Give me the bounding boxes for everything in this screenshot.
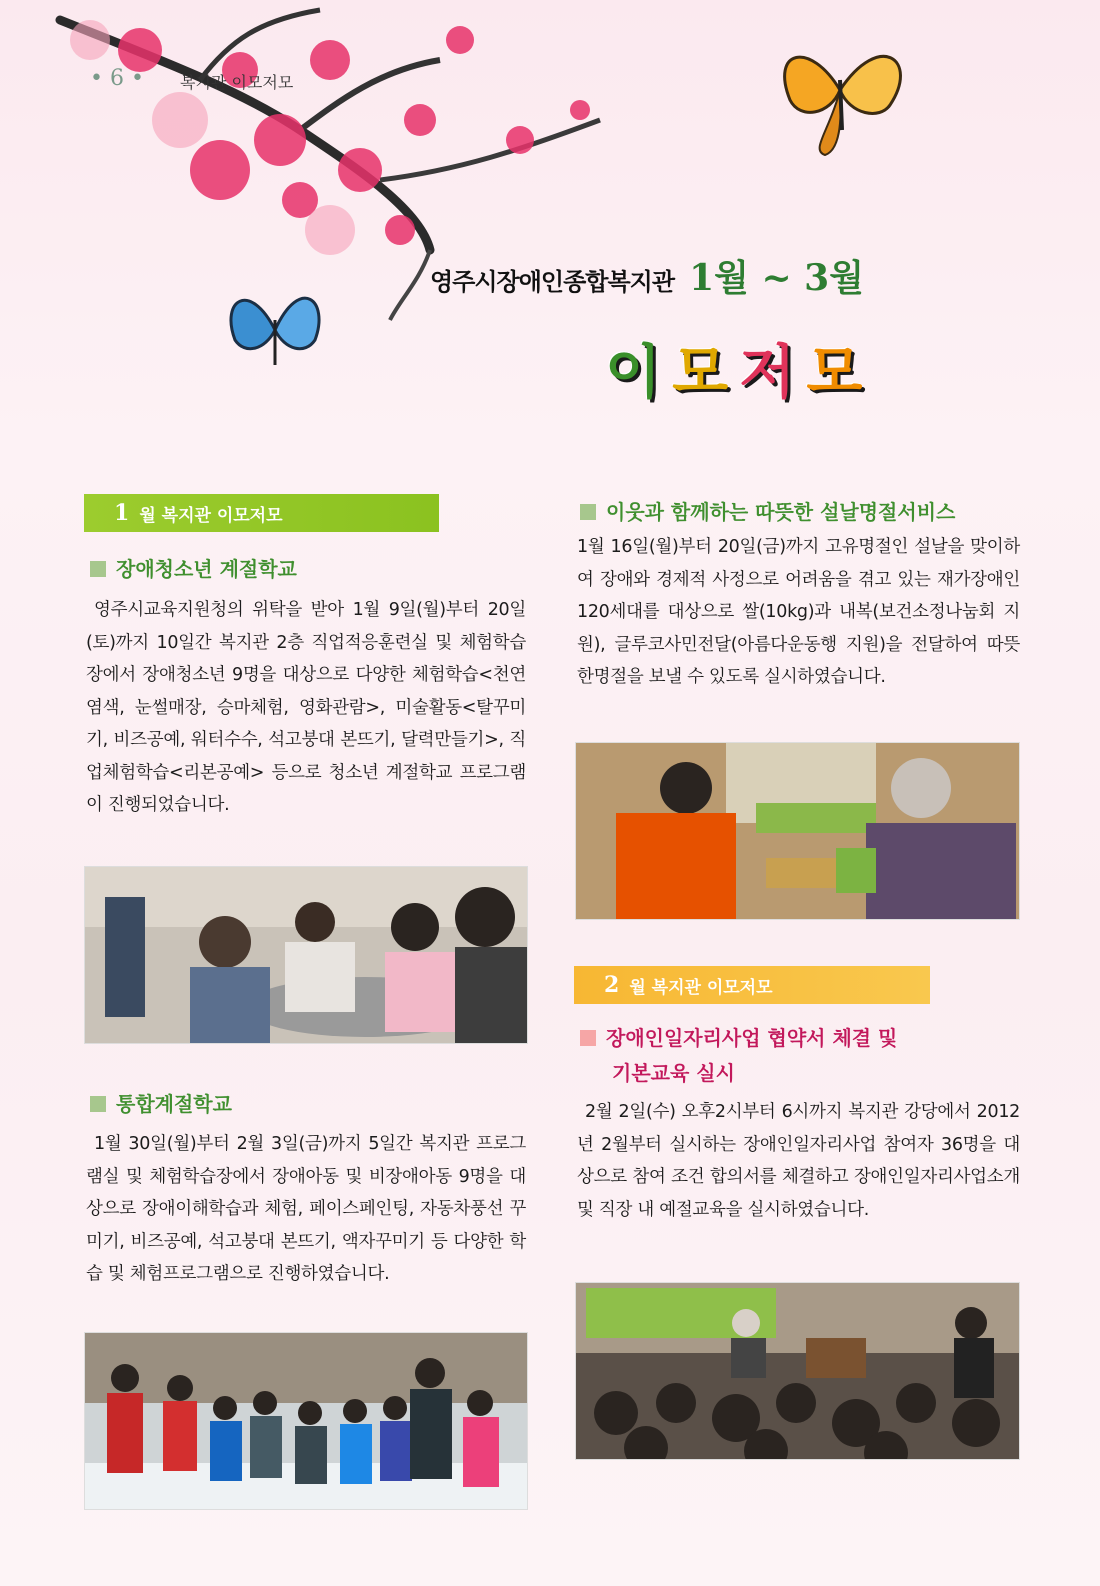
item-text-job-program: 2월 2일(수) 오후2시부터 6시까지 복지관 강당에서 2012년 2월부터 실시하는 장애인일자리사업 참여자 36명을 대상으로 참여 조건 합의서를 체결하고 장애인일자리사업소개 및 직장 내 예절교육을 실시하였습니다.	[577, 1102, 1020, 1220]
title-months: 1월 ~ 3월	[689, 257, 865, 299]
item-title-text-line2: 기본교육 실시	[612, 1061, 735, 1085]
item-text-new-year-service: 1월 16일(월)부터 20일(금)까지 고유명절인 설날을 맞이하여 장애와 경제적 사정으로 어려움을 겪고 있는 재가장애인 120세대를 대상으로 쌀(10kg)과 내복(보건소정나눔회 지원), 글루코사민전달(아름다운동행 지원)을 전달하여 따뜻한명절을 보낼 수 있도록 실시하였습니다.	[577, 537, 1020, 687]
orange-butterfly-icon	[770, 20, 910, 160]
item-title-text: 장애인일자리사업 협약서 체결 및	[606, 1026, 898, 1050]
item-title-youth-school	[90, 553, 297, 582]
square-bullet-icon	[580, 1030, 596, 1046]
january-section-bar	[84, 494, 439, 532]
photo-new-year-service	[575, 742, 1020, 920]
item-title-integrated-school	[90, 1088, 232, 1117]
photo-youth-school	[84, 866, 528, 1044]
square-bullet-icon	[90, 561, 106, 577]
photo-job-program	[575, 1282, 1020, 1460]
org-name: 영주시장애인종합복지관	[430, 268, 675, 296]
february-section-bar	[574, 966, 930, 1004]
big-title	[605, 325, 868, 409]
photo-integrated-school	[84, 1332, 528, 1510]
square-bullet-icon	[580, 504, 596, 520]
item-title-text: 장애청소년 계절학교	[116, 557, 297, 581]
big-title-char: 이	[605, 338, 662, 406]
bar-label: 월 복지관 이모저모	[139, 505, 283, 526]
item-title-new-year-service	[580, 496, 955, 525]
big-title-char: 모	[806, 338, 863, 406]
square-bullet-icon	[90, 1096, 106, 1112]
item-title-text: 이웃과 함께하는 따뜻한 설날명절서비스	[606, 500, 956, 524]
item-text-youth-school: 영주시교육지원청의 위탁을 받아 1월 9일(월)부터 20일(토)까지 10일간 복지관 2층 직업적응훈련실 및 체험학습장에서 장애청소년 9명을 대상으로 다양한 체험학습<천연염색, 눈썰매장, 승마체험, 영화관람>, 미술활동<탈꾸미기, 비즈공예, 워터수수, 석고붕대 본뜨기, 달력만들기>, 직업체험학습<리본공예> 등으로 청소년 계절학교 프로그램이 진행되었습니다.	[86, 600, 526, 815]
bar-number: 1	[114, 500, 130, 526]
page-number: • 6 •	[90, 66, 144, 91]
blue-butterfly-icon	[220, 270, 330, 380]
big-title-char: 모	[672, 338, 729, 406]
section-name: 복지관 이모저모	[180, 73, 294, 92]
bar-number: 2	[604, 972, 620, 998]
bar-label: 월 복지관 이모저모	[629, 977, 773, 998]
big-title-char: 저	[739, 338, 796, 406]
page-title	[430, 250, 864, 301]
item-title-text: 통합계절학교	[116, 1092, 232, 1116]
item-text-integrated-school: 1월 30일(월)부터 2월 3일(금)까지 5일간 복지관 프로그램실 및 체험학습장에서 장애아동 및 비장애아동 9명을 대상으로 장애이해학습과 체험, 페이스페인팅, 자동차풍선 꾸미기, 비즈공예, 석고붕대 본뜨기, 액자꾸미기 등 다양한 학습 및 체험프로그램으로 진행하였습니다.	[86, 1134, 526, 1284]
item-title-job-program	[580, 1022, 897, 1086]
